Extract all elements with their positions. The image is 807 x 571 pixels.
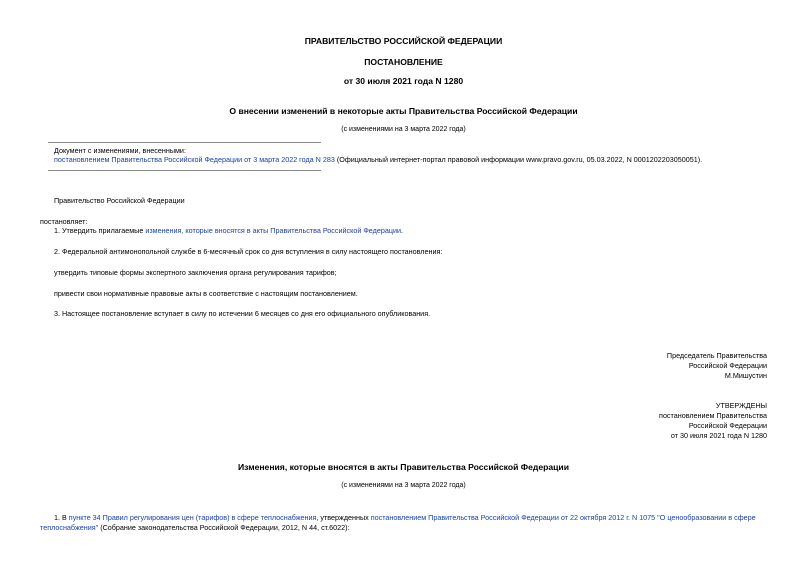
signature-title-1: Председатель Правительства bbox=[666, 351, 767, 360]
approved-line-1: УТВЕРЖДЕНЫ bbox=[715, 401, 767, 410]
doc-type-heading: ПОСТАНОВЛЕНИЕ bbox=[364, 57, 443, 67]
paragraph-2: 2. Федеральной антимонопольной службе в 6-месячный срок со дня вступления в силу настоящего постановления: bbox=[54, 247, 443, 256]
appendix-item-1-line-2 bbox=[40, 523, 350, 532]
appendix-revision: (с изменениями на 3 марта 2022 года) bbox=[341, 482, 466, 489]
signature-title-2: Российской Федерации bbox=[688, 361, 767, 370]
item-1-prefix: 1. В bbox=[54, 513, 69, 522]
approved-line-4: от 30 июля 2021 года N 1280 bbox=[670, 431, 767, 440]
pricing-decree-link-cont[interactable]: теплоснабжения" bbox=[40, 523, 99, 532]
item-1-mid: , утвержденных bbox=[316, 513, 371, 522]
appendix-title: Изменения, которые вносятся в акты Правительства Российской Федерации bbox=[237, 462, 569, 472]
changes-box-line bbox=[54, 155, 702, 164]
changes-appendix-link[interactable]: изменения, которые вносятся в акты Правительства Российской Федерации bbox=[145, 226, 401, 235]
changes-box-top-rule bbox=[48, 142, 321, 143]
date-number-heading: от 30 июля 2021 года N 1280 bbox=[343, 76, 464, 86]
paragraph-2a: утвердить типовые формы экспертного заключения органа регулирования тарифов; bbox=[54, 268, 337, 277]
document-title: О внесении изменений в некоторые акты Правительства Российской Федерации bbox=[229, 106, 578, 116]
issuer-text: Правительство Российской Федерации bbox=[54, 196, 185, 205]
changes-box-bottom-rule bbox=[48, 170, 321, 171]
pricing-decree-link[interactable]: постановлением Правительства Российской Федерации от 22 октября 2012 г. N 1075 "О ценообразовании в сфере bbox=[370, 513, 756, 522]
decrees-text: постановляет: bbox=[40, 217, 88, 226]
paragraph-2b: привести свои нормативные правовые акты в соответствие с настоящим постановлением. bbox=[54, 289, 358, 298]
amending-decree-link[interactable]: постановлением Правительства Российской Федерации от 3 марта 2022 года N 283 bbox=[54, 155, 335, 164]
approved-line-3: Российской Федерации bbox=[688, 421, 767, 430]
changes-box-source: (Официальный интернет-портал правовой информации www.pravo.gov.ru, 05.03.2022, N 0001202203050051). bbox=[334, 155, 703, 164]
revision-note: (с изменениями на 3 марта 2022 года) bbox=[341, 126, 466, 133]
signature-name: М.Мишустин bbox=[724, 371, 767, 380]
org-heading: ПРАВИТЕЛЬСТВО РОССИЙСКОЙ ФЕДЕРАЦИИ bbox=[304, 36, 503, 46]
item-1-suffix: (Собрание законодательства Российской Федерации, 2012, N 44, ст.6022): bbox=[98, 523, 350, 532]
approved-line-2: постановлением Правительства bbox=[659, 411, 767, 420]
paragraph-1 bbox=[54, 226, 403, 235]
paragraph-1-suffix: . bbox=[400, 226, 403, 235]
paragraph-3: 3. Настоящее постановление вступает в силу по истечении 6 месяцев со дня его официального опубликования. bbox=[54, 309, 431, 318]
changes-box-label: Документ с изменениями, внесенными: bbox=[54, 146, 186, 155]
appendix-item-1-line-1 bbox=[54, 513, 756, 522]
tariff-rules-link[interactable]: пункте 34 Правил регулирования цен (тарифов) в сфере теплоснабжения bbox=[68, 513, 317, 522]
paragraph-1-prefix: 1. Утвердить прилагаемые bbox=[54, 226, 146, 235]
